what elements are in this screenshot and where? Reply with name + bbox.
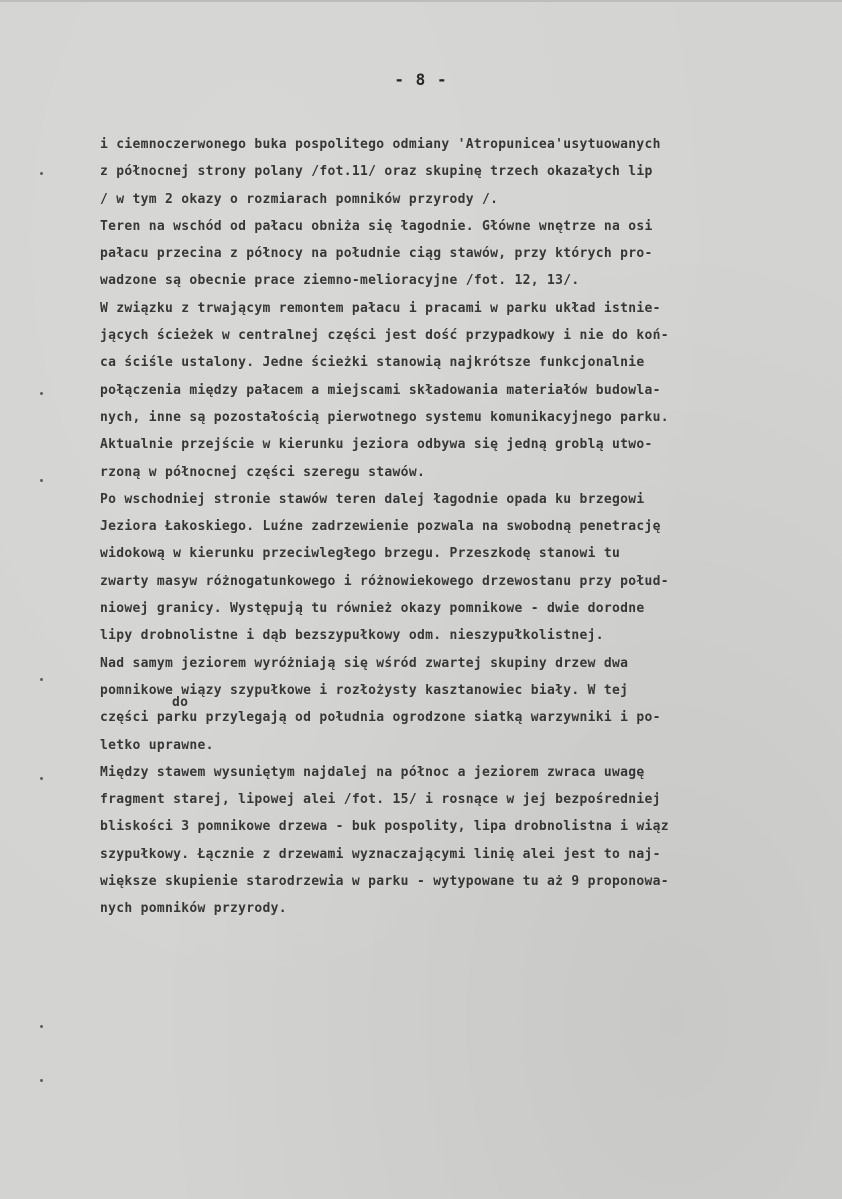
text-line: jących ścieżek w centralnej części jest dość przypadkowy i nie do koń- — [100, 328, 669, 344]
margin-mark — [40, 777, 43, 780]
text-line: niowej granicy. Występują tu również okazy pomnikowe - dwie dorodne — [100, 601, 645, 617]
interlinear-insert: do — [172, 695, 189, 711]
text-line: części parku przylegają od południa ogrodzone siatką warzywniki i po- — [100, 710, 661, 726]
body-text — [100, 131, 830, 923]
text-line: lipy drobnolistne i dąb bezszypułkowy odm. nieszypułkolistnej. — [100, 628, 604, 644]
text-line: W związku z trwającym remontem pałacu i pracami w parku układ istnie- — [100, 300, 661, 316]
text-line: fragment starej, lipowej alei /fot. 15/ i rosnące w jej bezpośredniej — [100, 792, 661, 808]
text-line: Po wschodniej stronie stawów teren dalej łagodnie opada ku brzegowi — [100, 491, 645, 507]
text-line: / w tym 2 okazy o rozmiarach pomników przyrody /. — [100, 191, 499, 207]
text-line: wadzone są obecnie prace ziemno-melioracyjne /fot. 12, 13/. — [100, 273, 580, 289]
text-line: połączenia między pałacem a miejscami składowania materiałów budowla- — [100, 382, 661, 398]
text-line: szypułkowy. Łącznie z drzewami wyznaczającymi linię alei jest to naj- — [100, 846, 661, 862]
margin-mark — [40, 1079, 43, 1082]
scan-edge — [0, 0, 842, 2]
text-line: Nad samym jeziorem wyróżniają się wśród zwartej skupiny drzew dwa — [100, 655, 629, 671]
margin-mark — [40, 392, 43, 395]
margin-mark — [40, 678, 43, 681]
text-line: zwarty masyw różnogatunkowego i różnowiekowego drzewostanu przy połud- — [100, 573, 669, 589]
text-line: rzoną w północnej części szeregu stawów. — [100, 464, 426, 480]
text-line: pomnikowe wiązy szypułkowe i rozłożysty kasztanowiec biały. W tej — [100, 682, 629, 698]
text-line: Między stawem wysuniętym najdalej na północ a jeziorem zwraca uwagę — [100, 764, 645, 780]
text-line: i ciemnoczerwonego buka pospolitego odmiany 'Atropunicea'usytuowanych — [100, 137, 661, 152]
text-line: ca ściśle ustalony. Jedne ścieżki stanowią najkrótsze funkcjonalnie — [100, 355, 645, 371]
text-line: bliskości 3 pomnikowe drzewa - buk pospolity, lipa drobnolistna i wiąz — [100, 819, 669, 835]
page-number: - 8 - — [394, 70, 448, 89]
text-line: nych, inne są pozostałością pierwotnego systemu komunikacyjnego parku. — [100, 409, 669, 425]
margin-mark — [40, 172, 43, 175]
text-line: letko uprawne. — [100, 737, 214, 753]
text-line: nych pomników przyrody. — [100, 901, 287, 917]
margin-mark — [40, 479, 43, 482]
text-line: z północnej strony polany /fot.11/ oraz skupinę trzech okazałych lip — [100, 164, 653, 180]
text-line: Jeziora Łakoskiego. Luźne zadrzewienie pozwala na swobodną penetrację — [100, 519, 661, 535]
text-line: większe skupienie starodrzewia w parku - wytypowane tu aż 9 proponowa- — [100, 874, 669, 890]
text-line: Aktualnie przejście w kierunku jeziora odbywa się jedną groblą utwo- — [100, 437, 653, 453]
margin-mark — [40, 1025, 43, 1028]
text-line: Teren na wschód od pałacu obniża się łagodnie. Główne wnętrze na osi — [100, 218, 653, 234]
text-line: widokową w kierunku przeciwległego brzegu. Przeszkodę stanowi tu — [100, 546, 621, 562]
text-line: pałacu przecina z północy na południe ciąg stawów, przy których pro- — [100, 246, 653, 262]
